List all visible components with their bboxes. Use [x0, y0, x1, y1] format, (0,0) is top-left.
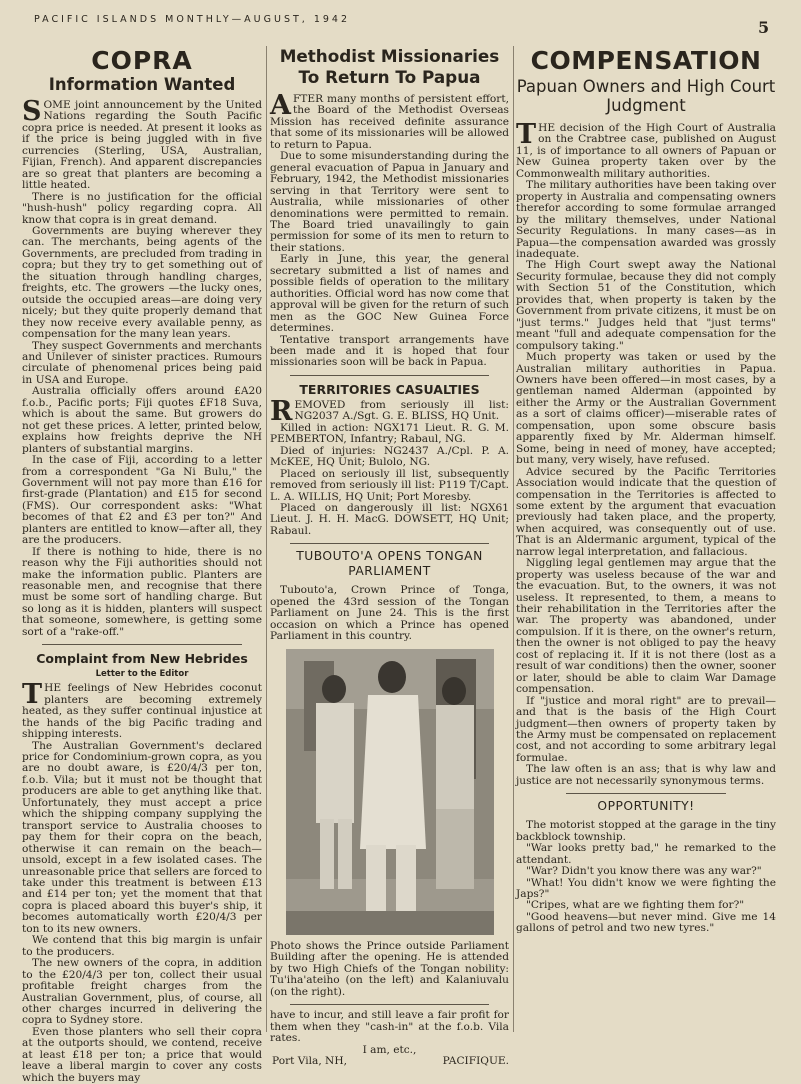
article-paragraph: The law often is an ass; that is why law and justice are not necessarily synonymous terms. [516, 763, 776, 787]
section-divider [566, 793, 726, 794]
column-left [22, 44, 262, 1084]
article-paragraph: SOME joint announcement by the United Nations regarding the South Pacific copra price is needed. At present it looks as if the price is being juggled with in five currencies (Sterling, USA, Australian, Fijian, French). And apparent discrepancies are so great that planters are becoming a little heated. [22, 96, 262, 192]
casualties-heading: TERRITORIES CASUALTIES [299, 381, 480, 397]
article-paragraph: Even those planters who sell their copra at the outports should, we contend, receive at least £18 per ton; a price that would leave a liberal margin to cover any costs which the buyers may [22, 1025, 262, 1084]
letter-continuation: have to incur, and still leave a fair profit for them when they "cash-in" at the f.o.b. Vila rates. [270, 1009, 509, 1045]
drop-cap: R [270, 395, 293, 427]
column-rule [266, 46, 267, 1032]
article-paragraph: If there is nothing to hide, there is no reason why the Fiji authorities should not make the information public. Planters are reasonable men, and recognise that there must be some sort of handling charge. But so long as it is hidden, planters will suspect that someone, somewhere, is getting some sort of a "rake-off." [22, 545, 262, 638]
article-paragraph: REMOVED from seriously ill list: NG2037 A./Sgt. G. E. BLISS, HQ Unit. [270, 395, 509, 427]
article-paragraph: Placed on seriously ill list, subsequently removed from seriously ill list: P119 T/Capt. L. A. WILLIS, HQ Unit; Port Moresby. [270, 467, 509, 503]
article-paragraph: The military authorities have been taking over property in Australia and compensating owners therefor according to some formulae arranged by the military themselves, under National Security Regulations. In many cases—as in Papua—the compensation awarded was grossly inadequate. [516, 179, 776, 260]
compensation-title: COMPENSATION [530, 46, 762, 75]
letter-signoff-row [270, 1056, 509, 1068]
column-rule [513, 46, 514, 1032]
article-paragraph: "War? Didn't you know there was any war?" [526, 865, 762, 878]
column-middle [270, 44, 510, 1068]
article-paragraph: The Australian Government's declared price for Condominium-grown copra, as you are no doubt aware, is £20/4/3 per ton, f.o.b. Vila; but it must not be thought that producers are able to get anything like that. Unfortunately, they must accept a price which the shipping company supplying the transport service to Australia chooses to pay them for their copra on the beach, otherwise it can remain on the beach—unsold, except in a few isolated cases. The unreasonable price that sellers are forced to take under this treatment is between £13 and £14 per ton; yet the moment that that copra is placed aboard this buyer's ship, it becomes automatically worth £20/4/3 per ton to its new owners. [22, 739, 262, 935]
photo-illustration [286, 649, 494, 935]
photo-caption: Photo shows the Prince outside Parliament Building after the opening. He is attended by two High Chiefs of the Tongan nobility: Tu'iha'ateiho (on the left) and Kalaniuvalu (on the right). [270, 939, 509, 998]
article-paragraph: Niggling legal gentlemen may argue that the property was useless because of the war and the evacuation. But, to the owners, it was not useless. It represented, to them, a means to their rehabilitation in the Territories after the war. The property was abandoned, under compulsion. If it is there, on the owner's return, then the owner is not obliged to pay the heavy cost of replacing it. If it is not there (lost as a result of war conditions) then the owner, sooner or later, should be able to claim War Damage compensation. [516, 557, 776, 696]
article-paragraph: Killed in action: NGX171 Lieut. R. G. M. PEMBERTON, Infantry; Rabaul, NG. [270, 421, 509, 446]
drop-cap: A [270, 90, 291, 121]
drop-cap: S [22, 96, 42, 127]
letter-closing: I am, etc., [362, 1043, 417, 1056]
article-paragraph: Tubouto'a, Crown Prince of Tonga, opened the 43rd session of the Tongan Parliament on June 24. This is the first occasion on which a Prince has opened Parliament in this country. [270, 584, 509, 643]
article-paragraph: "Cripes, what are we fighting them for?" [526, 899, 745, 912]
section-divider [290, 1004, 489, 1005]
article-paragraph: In the case of Fiji, according to a letter from a correspondent "Ga Ni Bulu," the Government will not pay more than £16 for first-grade (Plantation) and £15 for second (FMS). Our correspondent asks: "What becomes of that £2 and £3 per ton?" And planters are entitled to know—after all, they are the producers. [22, 454, 262, 547]
page-number: 5 [758, 18, 770, 37]
article-paragraph: Due to some misunderstanding during the general evacuation of Papua in January and February, 1942, the Methodist missionaries serving in that Territory were sent to Australia, while missionaries of other denominations were permitted to remain. The Board tried unavailingly to gain permission for some of its men to return to their stations. [270, 150, 509, 254]
opportunity-heading: OPPORTUNITY! [597, 799, 695, 814]
complaint-heading: Complaint from New Hebrides [36, 651, 248, 667]
copra-subtitle: Information Wanted [48, 75, 236, 94]
article-paragraph: THE feelings of New Hebrides coconut planters are becoming extremely heated, as they suffer continual injustice at the hands of the big Pacific trading and shipping interests. [22, 679, 262, 741]
methodist-title: Methodist Missionaries To Return To Papua [279, 46, 500, 87]
tonga-heading: TUBOUTO'A OPENS TONGAN PARLIAMENT [296, 549, 483, 579]
section-divider [290, 543, 489, 544]
section-divider [42, 644, 242, 645]
article-paragraph: Advice secured by the Pacific Territories Association would indicate that the question of compensation in the Territories is affected to some extent by the argument that evacuation previously had taken place, and the property, when acquired, was consequently out of use. That is an Aldermanic argument, typical of the narrow legal interpretation, and fallacious. [516, 465, 776, 558]
article-paragraph: Placed on dangerously ill list: NGX61 Lieut. J. H. H. MacG. DOWSETT, HQ Unit; Rabaul. [270, 501, 509, 537]
letter-signature: PACIFIQUE. [442, 1055, 509, 1068]
copra-title: COPRA [91, 46, 193, 75]
column-right [516, 44, 776, 1036]
article-paragraph: We contend that this big margin is unfair to the producers. [22, 934, 262, 958]
article-paragraph: The new owners of the copra, in addition to the £20/4/3 per ton, collect their usual profitable freight charges from the Australian Government, plus, of course, all other charges incurred in delivering the copra to Sydney store. [22, 957, 262, 1027]
article-paragraph: Died of injuries: NG2437 A./Cpl. P. A. McKEE, HQ Unit; Bulolo, NG. [270, 444, 509, 469]
article-paragraph: Australia officially offers around £A20 f.o.b., Pacific ports; Fiji quotes £F18 Suva, which is about the same. But growers do not get these prices. A letter, printed below, explains how freights deprive the NH planters of substantial margins. [22, 385, 262, 455]
article-paragraph: Governments are buying wherever they can. The merchants, being agents of the Governments, are precluded from trading in copra; but they try to get something out of the situation through handling charges, freights, etc. The growers —the lucky ones, outside the occupied areas—are doing very nicely; but they quite properly demand that they now receive every available penny, as compensation for the many lean years. [22, 224, 262, 341]
article-paragraph: "Good heavens—but never mind. Give me 14 gallons of petrol and two new tyres." [516, 910, 776, 935]
running-head: PACIFIC ISLANDS MONTHLY—AUGUST, 1942 [34, 14, 350, 25]
article-paragraph: AFTER many months of persistent effort, the Board of the Methodist Overseas Mission has received definite assurance that some of its missionaries will be allowed to return to Papua. [270, 90, 509, 151]
article-paragraph: They suspect Governments and merchants and Unilever of sinister practices. Rumours circulate of phenomenal prices being paid in USA and Europe. [22, 339, 262, 386]
drop-cap: T [516, 119, 537, 150]
article-paragraph: There is no justification for the official "hush-hush" policy regarding copra. All know that copra is in great demand. [22, 190, 262, 226]
article-paragraph: Early in June, this year, the general secretary submitted a list of names and possible fields of operation to the military authorities. Official word has now come that approval will be given for the return of such men as the GOC New Guinea Force determines. [270, 253, 510, 335]
letter-byline: Letter to the Editor [95, 669, 189, 680]
tonga-parliament-photo [286, 649, 494, 935]
article-paragraph: The motorist stopped at the garage in the tiny backblock township. [516, 819, 776, 843]
article-paragraph: Much property was taken or used by the Australian military authorities in Papua. Owners have been offered—in most cases, by a gentleman named Alderman (appointed by either the Army or the Australian Government as a sort of claims officer)—miserable rates of compensation, upon some obscure basis apparently fixed by Mr. Alderman himself. Some, being in need of money, have accepted; but many, very wisely, have refused. [516, 351, 776, 467]
article-paragraph: THE decision of the High Court of Australia on the Crabtree case, published on August 11, is of importance to all owners of Papuan or New Guinea property taken over by the Commonwealth military authorities. [516, 119, 776, 180]
article-paragraph: The High Court swept away the National Security formulae, because they did not comply with Section 51 of the Constitution, which provides that, when property is taken by the Government from private citizens, it must be on "just terms." Judges held that "just terms" meant "full and adequate compensation for the compulsory taking." [516, 259, 776, 352]
article-paragraph: Tentative transport arrangements have been made and it is hoped that four missionaries soon will be back in Papua. [270, 333, 509, 369]
letter-place: Port Vila, NH, [272, 1055, 347, 1068]
article-paragraph: "What! You didn't know we were fighting the Japs?" [516, 876, 776, 900]
section-divider [290, 375, 489, 376]
compensation-subtitle: Papuan Owners and High Court Judgment [516, 77, 776, 115]
article-paragraph: If "justice and moral right" are to prevail—and that is the basis of the High Court judgment—then owners of property taken by the Army must be compensated on replacement cost, and not according to some arbitrary legal formulae. [516, 694, 776, 764]
drop-cap: T [22, 679, 43, 711]
article-paragraph: "War looks pretty bad," he remarked to the attendant. [516, 842, 776, 866]
